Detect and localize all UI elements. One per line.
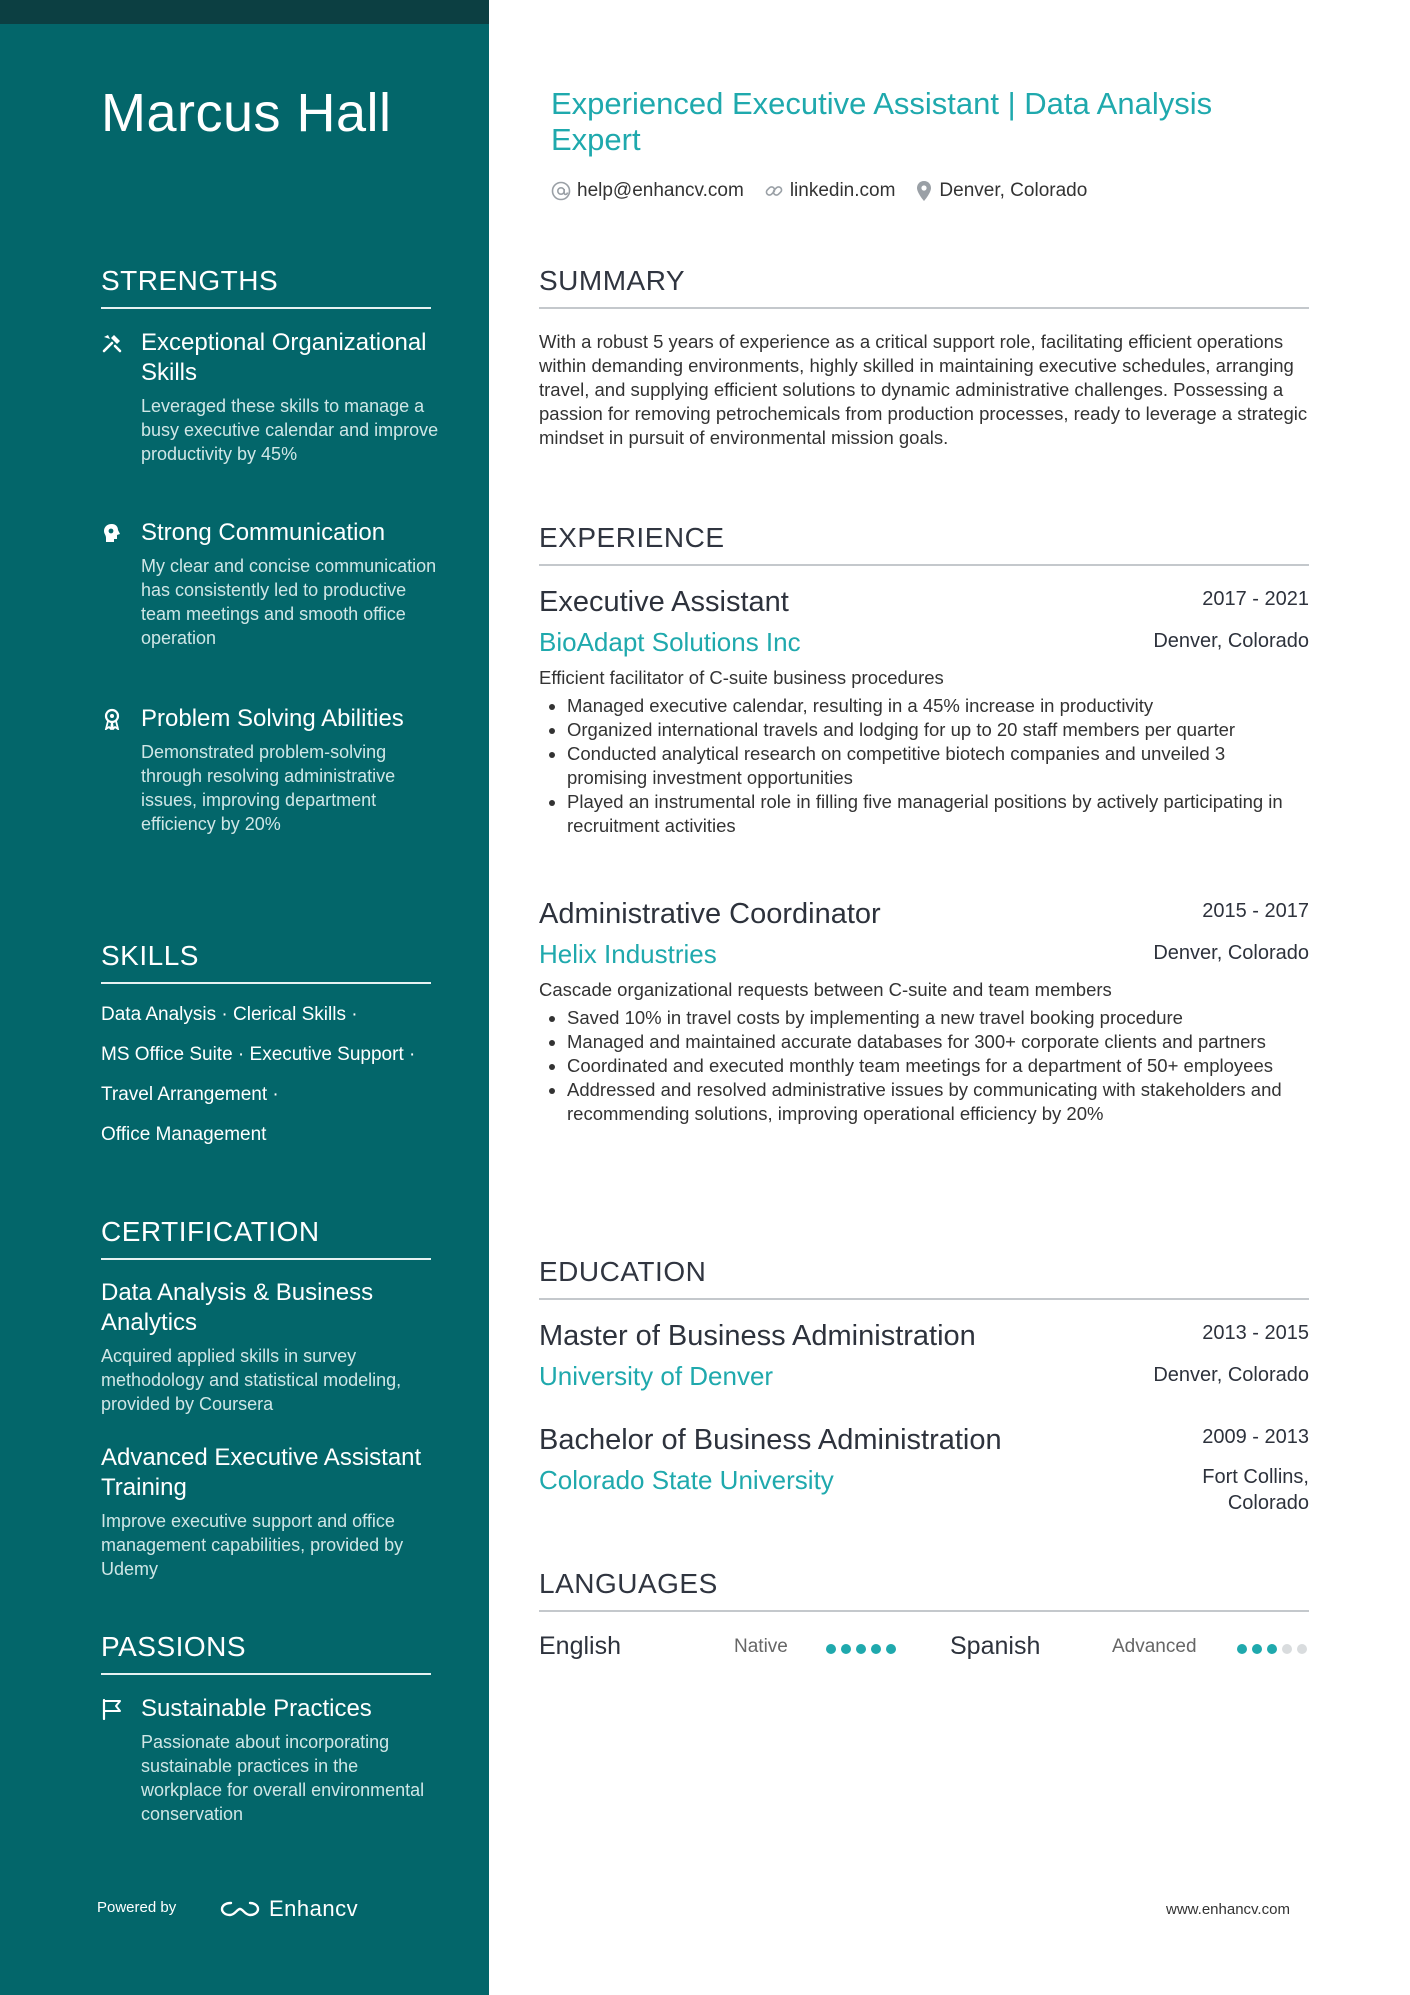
job-bullet: • Managed executive calendar, resulting in a 45% increase in productivity	[567, 694, 1309, 718]
link-icon	[764, 181, 784, 201]
languages-heading: LANGUAGES	[539, 1568, 1309, 1612]
languages-row	[539, 1630, 1309, 1666]
strength-item	[101, 518, 441, 650]
education-entry	[539, 1422, 1309, 1516]
language-name: English	[539, 1632, 621, 1660]
skill-line: MS Office Suite · Executive Support ·	[101, 1044, 416, 1065]
degree-title: Master of Business Administration	[539, 1320, 976, 1352]
skills-heading: SKILLS	[101, 940, 431, 984]
skill-line: Travel Arrangement ·	[101, 1084, 279, 1105]
award-icon	[101, 708, 123, 730]
rating-dot-filled	[841, 1644, 851, 1654]
language-name: Spanish	[950, 1632, 1041, 1660]
enhancv-logo[interactable]	[217, 1896, 358, 1922]
language-rating-english	[826, 1644, 896, 1654]
job-bullet: • Played an instrumental role in filling five managerial positions by actively participating in recruitment activities	[567, 790, 1309, 838]
skill-line: Office Management	[101, 1124, 267, 1145]
job-location: Denver, Colorado	[1153, 942, 1309, 964]
rating-dot-empty	[1282, 1644, 1292, 1654]
job-bullet: • Addressed and resolved administrative issues by communicating with stakeholders and recommending solutions, improving operational efficiency by 20%	[567, 1078, 1309, 1126]
degree-title: Bachelor of Business Administration	[539, 1424, 1002, 1456]
summary-heading: SUMMARY	[539, 265, 1309, 309]
linkedin-text: linkedin.com	[789, 180, 896, 201]
certification-description: Acquired applied skills in survey methodology and statistical modeling, provided by Coursera	[101, 1346, 402, 1414]
sidebar-top-bar	[0, 0, 489, 24]
language-level: Native	[734, 1636, 788, 1657]
education-heading: EDUCATION	[539, 1256, 1309, 1300]
experience-heading: EXPERIENCE	[539, 522, 1309, 566]
job-bullet: • Managed and maintained accurate databases for 300+ corporate clients and partners	[567, 1030, 1309, 1054]
head-idea-icon	[101, 522, 123, 544]
certification-description: Improve executive support and office management capabilities, provided by Udemy	[101, 1511, 404, 1579]
certification-heading: CERTIFICATION	[101, 1216, 431, 1260]
tools-icon	[101, 332, 123, 354]
job-bullets	[539, 694, 1309, 838]
education-location: Denver, Colorado	[1153, 1364, 1309, 1386]
job-bullet: • Coordinated and executed monthly team meetings for a department of 50+ employees	[567, 1054, 1309, 1078]
company-name: Helix Industries	[539, 939, 717, 969]
job-location: Denver, Colorado	[1153, 630, 1309, 652]
strength-description: Demonstrated problem-solving through resolving administrative issues, improving department efficiency by 20%	[141, 742, 396, 834]
strengths-heading: STRENGTHS	[101, 265, 431, 309]
company-name: BioAdapt Solutions Inc	[539, 627, 801, 657]
experience-entry	[539, 584, 1309, 838]
education-entry	[539, 1318, 1309, 1394]
certification-item	[101, 1278, 431, 1416]
resume-headline: Experienced Executive Assistant | Data Analysis Expert	[551, 86, 1213, 157]
job-title: Administrative Coordinator	[539, 898, 881, 930]
job-title: Executive Assistant	[539, 586, 789, 618]
school-name: University of Denver	[539, 1361, 774, 1391]
job-bullet: • Organized international travels and lodging for up to 20 staff members per quarter	[567, 718, 1309, 742]
rating-dot-filled	[886, 1644, 896, 1654]
contact-location	[915, 180, 1087, 202]
job-bullets	[539, 1006, 1309, 1126]
job-dates: 2015 - 2017	[1202, 900, 1309, 922]
language-rating-spanish	[1237, 1644, 1307, 1654]
job-bullet: • Conducted analytical research on competitive biotech companies and unveiled 3 promising investment opportunities	[567, 742, 1309, 790]
rating-dot-filled	[1237, 1644, 1247, 1654]
strength-description: My clear and concise communication has consistently led to productive team meetings and smooth office operation	[141, 556, 437, 648]
powered-by-label: Powered by	[97, 1899, 177, 1916]
candidate-name: Marcus Hall	[101, 83, 392, 143]
sidebar	[0, 0, 489, 1995]
rating-dot-filled	[826, 1644, 836, 1654]
location-text: Denver, Colorado	[939, 180, 1088, 201]
certification-title: Data Analysis & Business Analytics	[101, 1279, 374, 1336]
certification-item	[101, 1443, 431, 1581]
email-text: help@enhancv.com	[577, 180, 744, 201]
experience-entry	[539, 896, 1309, 1126]
contact-email[interactable]	[551, 180, 744, 202]
at-icon	[551, 181, 571, 201]
rating-dot-filled	[856, 1644, 866, 1654]
strength-item	[101, 328, 441, 466]
rating-dot-filled	[871, 1644, 881, 1654]
passion-description: Passionate about incorporating sustainable practices in the workplace for overall environmental conservation	[141, 1732, 425, 1824]
contact-bar	[551, 180, 1087, 202]
passions-heading: PASSIONS	[101, 1631, 431, 1675]
enhancv-brand-name: Enhancv	[269, 1896, 359, 1921]
flag-icon	[101, 1698, 123, 1720]
job-description: Cascade organizational requests between C-suite and team members	[539, 979, 1112, 1000]
skills-list	[101, 1003, 461, 1163]
enhancv-logo-icon	[217, 1897, 263, 1921]
strength-title: Strong Communication	[141, 519, 386, 546]
rating-dot-empty	[1297, 1644, 1307, 1654]
job-description: Efficient facilitator of C-suite business procedures	[539, 667, 944, 688]
education-dates: 2009 - 2013	[1202, 1426, 1309, 1448]
job-dates: 2017 - 2021	[1202, 588, 1309, 610]
skill-line: Data Analysis · Clerical Skills ·	[101, 1004, 358, 1025]
education-dates: 2013 - 2015	[1202, 1322, 1309, 1344]
certification-title: Advanced Executive Assistant Training	[101, 1444, 422, 1501]
job-bullet: • Saved 10% in travel costs by implementing a new travel booking procedure	[567, 1006, 1309, 1030]
footer-url[interactable]: www.enhancv.com	[1166, 1901, 1290, 1918]
location-pin-icon	[915, 180, 933, 202]
rating-dot-filled	[1252, 1644, 1262, 1654]
strength-title: Problem Solving Abilities	[141, 705, 404, 732]
language-level: Advanced	[1112, 1636, 1197, 1657]
strength-item	[101, 704, 441, 836]
contact-linkedin[interactable]	[764, 180, 896, 202]
rating-dot-filled	[1267, 1644, 1277, 1654]
education-location: Fort Collins, Colorado	[1202, 1466, 1309, 1514]
passion-item	[101, 1694, 441, 1826]
strength-description: Leveraged these skills to manage a busy executive calendar and improve productivity by 45%	[141, 396, 439, 464]
school-name: Colorado State University	[539, 1465, 834, 1495]
strength-title: Exceptional Organizational Skills	[141, 329, 427, 386]
passion-title: Sustainable Practices	[141, 1695, 372, 1722]
summary-text: With a robust 5 years of experience as a critical support role, facilitating efficient operations within demanding environments, highly skilled in maintaining executive schedules, arranging travel, and supplying efficient solutions to dynamic administrative challenges. Possessing a passion for removing petrochemicals from production processes, ready to leverage a strategic mindset in pursuit of environmental mission goals.	[539, 331, 1308, 448]
